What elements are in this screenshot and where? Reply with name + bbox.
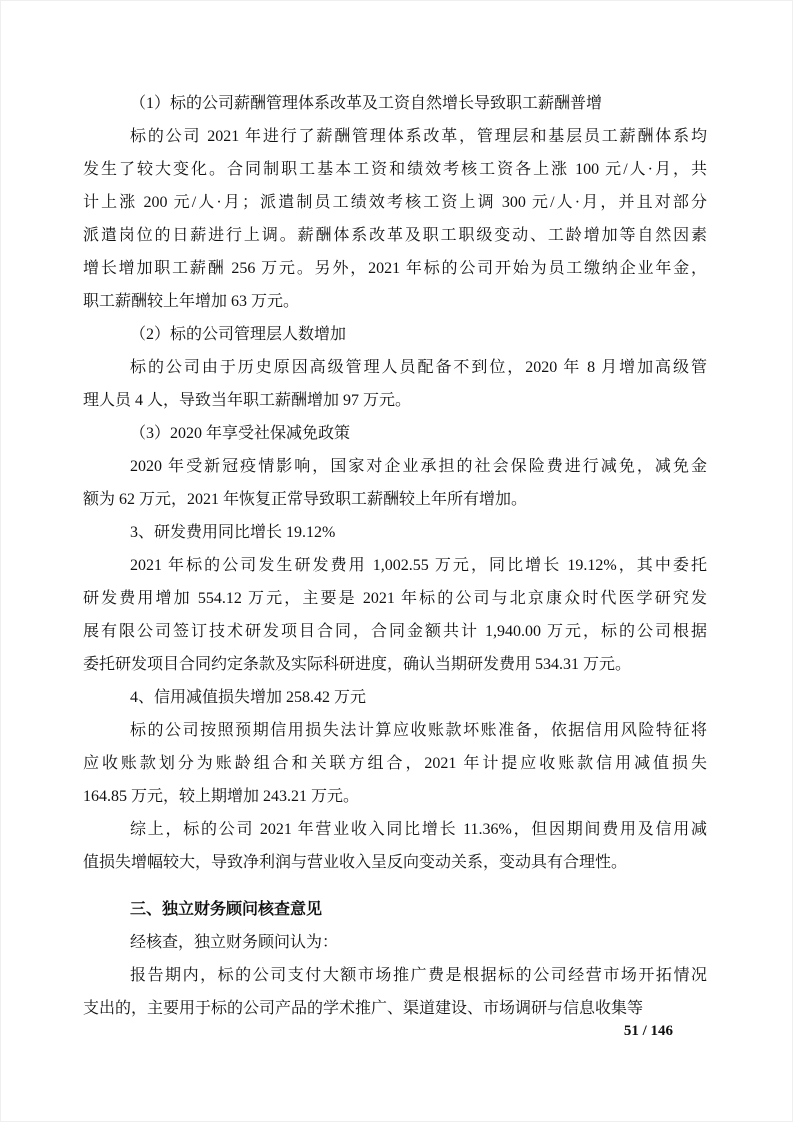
heading [83,516,707,549]
paragraph-line: 2021 年标的公司发生研发费用 1,002.55 万元，同比增长 19.12%，其中委托 [130,557,707,574]
heading-line: 三、独立财务顾问核查意见 [130,901,323,918]
page-number: 51 / 146 [623,1023,673,1039]
paragraph [83,120,707,318]
document-body [83,87,707,1025]
heading [83,681,707,714]
paragraph-line: 标的公司由于历史原因高级管理人员配备不到位，2020 年 8 月增加高级管 [130,359,707,376]
paragraph [83,926,707,959]
paragraph-line: 标的公司按照预期信用损失法计算应收账款坏账准备，依据信用风险特征将 [130,722,707,739]
paragraph-line: 标的公司 2021 年进行了薪酬管理体系改革，管理层和基层员工薪酬体系均 [130,128,707,145]
paragraph-line: 值损失增幅较大，导致净利润与营业收入呈反向变动关系，变动具有合理性。 [83,854,628,871]
paragraph [83,813,707,879]
paragraph [83,714,707,813]
heading-line: （2）标的公司管理层人数增加 [130,326,347,343]
paragraph-line: 报告期内，标的公司支付大额市场推广费是根据标的公司经营市场开拓情况 [130,967,707,984]
paragraph [83,549,707,681]
paragraph-line: 额为 62 万元，2021 年恢复正常导致职工薪酬较上年所有增加。 [83,491,528,508]
paragraph-line: 增长增加职工薪酬 256 万元。另外，2021 年标的公司开始为员工缴纳企业年金， [83,260,707,277]
paragraph-line: 派遣岗位的日薪进行上调。薪酬体系改革及职工职级变动、工龄增加等自然因素 [83,227,707,244]
paragraph-line: 委托研发项目合同约定条款及实际科研进度，确认当期研发费用 534.31 万元。 [83,656,632,673]
paragraph-line: 经核查，独立财务顾问认为： [130,934,339,951]
paragraph-line: 计上涨 200 元/人·月；派遣制员工绩效考核工资上调 300 元/人·月，并且对部分 [83,194,707,211]
paragraph-line: 研发费用增加 554.12 万元，主要是 2021 年标的公司与北京康众时代医学研究发 [83,590,707,607]
paragraph-line: 164.85 万元，较上期增加 243.21 万元。 [83,788,360,805]
paragraph-line: 综上，标的公司 2021 年营业收入同比增长 11.36%，但因期间费用及信用减 [130,821,707,838]
paragraph-line: 支出的，主要用于标的公司产品的学术推广、渠道建设、市场调研与信息收集等 [83,1000,644,1017]
heading [83,417,707,450]
paragraph-line: 发生了较大变化。合同制职工基本工资和绩效考核工资各上涨 100 元/人·月，共 [83,161,707,178]
heading [83,318,707,351]
paragraph-line: 理人员 4 人，导致当年职工薪酬增加 97 万元。 [83,392,412,409]
paragraph-line: 2020 年受新冠疫情影响，国家对企业承担的社会保险费进行减免，减免金 [130,458,707,475]
section-heading [83,893,707,926]
heading-line: 4、信用减值损失增加 258.42 万元 [130,689,367,706]
paragraph-line: 应收账款划分为账龄组合和关联方组合，2021 年计提应收账款信用减值损失 [83,755,707,772]
paragraph [83,351,707,417]
paragraph-line: 展有限公司签订技术研发项目合同，合同金额共计 1,940.00 万元，标的公司根据 [83,623,707,640]
paragraph [83,450,707,516]
heading [83,87,707,120]
heading-line: （1）标的公司薪酬管理体系改革及工资自然增长导致职工薪酬普增 [130,95,603,112]
heading-line: （3）2020 年享受社保减免政策 [130,425,351,442]
heading-line: 3、研发费用同比增长 19.12% [130,524,336,541]
paragraph-line: 职工薪酬较上年增加 63 万元。 [83,293,300,310]
paragraph [83,959,707,1025]
